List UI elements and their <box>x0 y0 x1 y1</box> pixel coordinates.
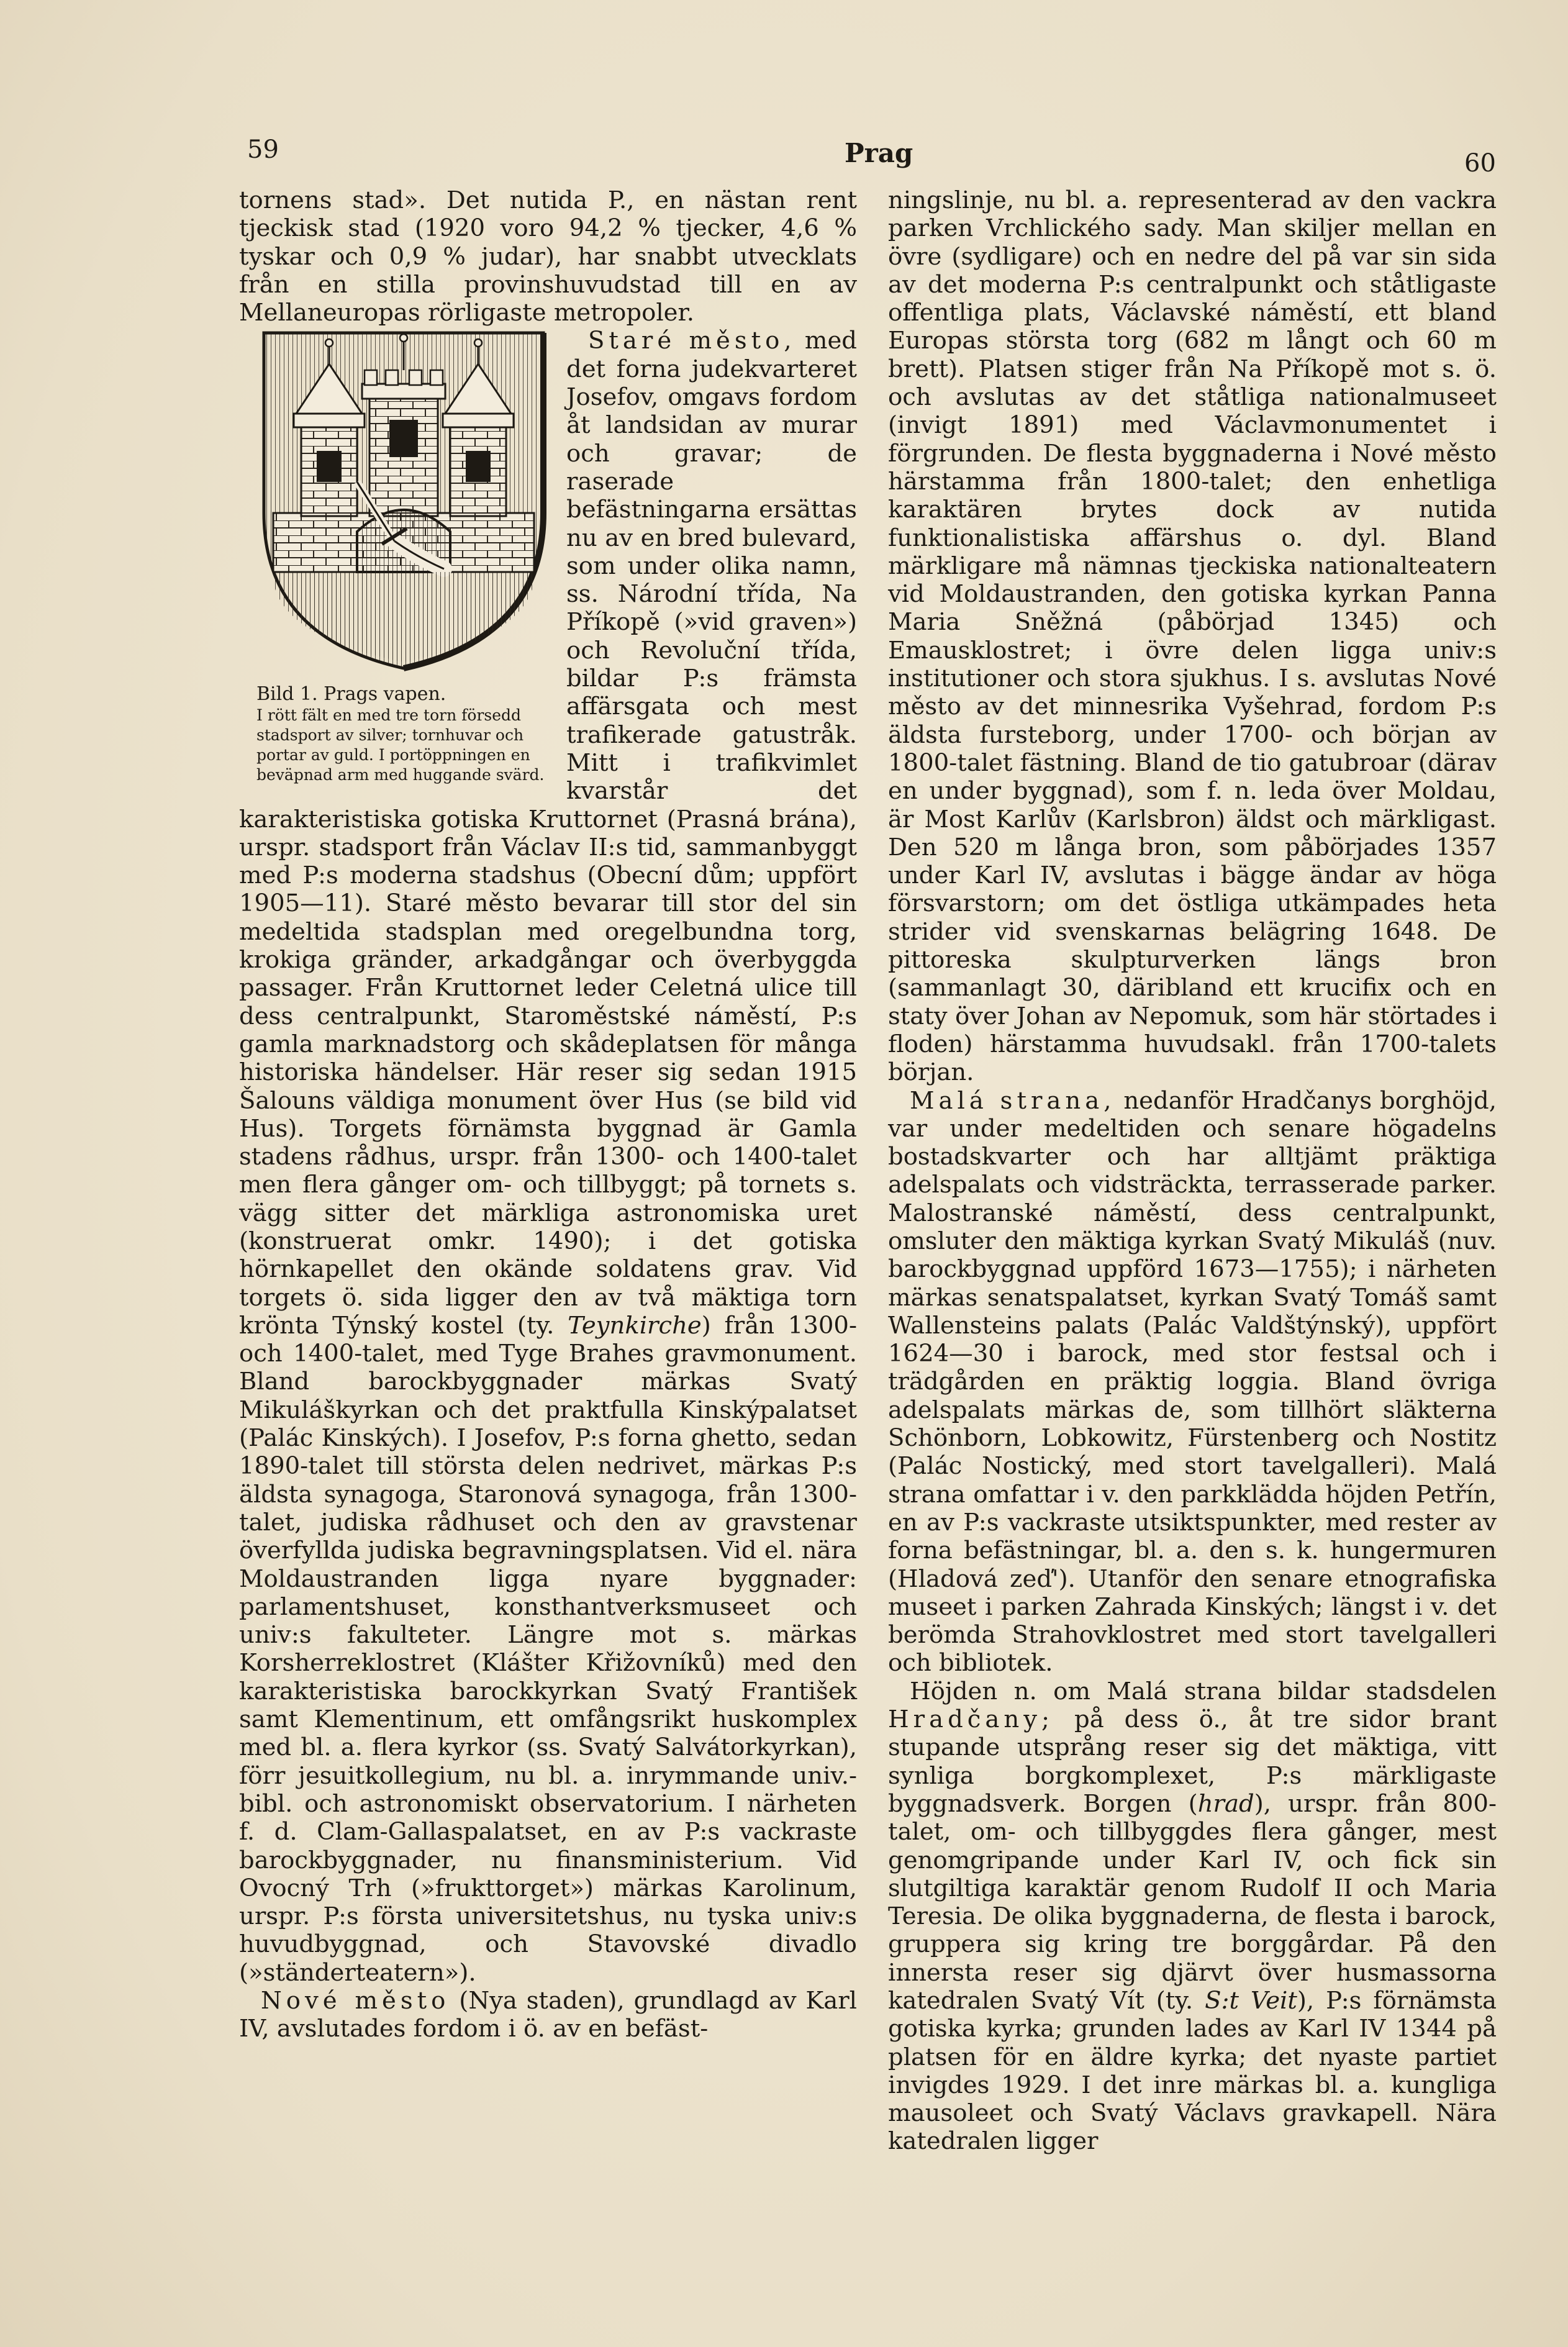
figure-coat-of-arms <box>239 327 553 785</box>
right-page-number: 60 <box>1464 149 1496 178</box>
paragraph-text: med det forna judekvarteret Josefov, omgavs fordom åt landsidan av murar och gravar; de raserade befästningarna ersättas nu av en bred bulevard, som under olika namn, ss. Národní třída, Na Příkopě (»vid graven») och Revoluční třída, bildar P:s främsta affärsgata och mest trafikerade gatustråk. Mitt i trafikvimlet kvarstår det karakteristiska gotiska Kruttornet (Prasná brána), urspr. stadsport från Václav II:s tid, sammanbyggt med P:s moderna stadshus (Obecní dům; uppfört 1905—11). Staré město bevarar till stor del sin medeltida stadsplan med oregelbundna torg, krokiga gränder, arkadgångar och överbyggda passager. Från Kruttornet leder Celetná ulice till dess centralpunkt, Staroměstské náměstí, P:s gamla marknadstorg och skådeplatsen för många historiska händelser. Här reser sig sedan 1915 Šalouns väldiga monument över Hus (se bild vid Hus). Torgets förnämsta byggnad är Gamla stadens rådhus, urspr. från 1300- och 1400-talet men flera gånger om- och tillbyggt; på tornets s. vägg sitter det märkliga astronomiska uret (konstruerat omkr. 1490); i det gotiska hörnkapellet den okände soldatens grav. Vid torgets ö. sida ligger den av två mäktiga torn krönta Týnský kostel (ty. <box>239 327 858 1340</box>
term-nove-mesto: Nové město <box>261 1987 450 2015</box>
term-mala-strana: Malá strana, <box>910 1086 1116 1115</box>
prague-coat-of-arms-icon <box>258 327 550 674</box>
running-title: Prag <box>845 138 913 168</box>
paragraph-text: ), urspr. från 800-talet, om- och tillbyggdes flera gånger, mest genomgripande under Karl IV, och fick sin slutgiltiga karaktär genom Rudolf II och Maria Teresia. De olika byggnaderna, de flesta i barock, gruppera sig kring tre borggårdar. På den innersta reser sig djärvt över husmassorna katedralen Svatý Vít (ty. <box>888 1789 1497 2015</box>
paragraph-text: nedanför Hradčanys borghöjd, var under medeltiden och senare högadelns bostadskvarter och har alltjämt präktiga adelspalats och vidsträckta, terrasserade parker. Malostranské náměstí, dess centralpunkt, omsluter den mäktiga kyrkan Svatý Mikuláš (nuv. barockbyggnad uppförd 1673—1755); i närheten märkas senatspalatset, kyrkan Svatý Tomáš samt Wallensteins palats (Palác Valdštýnský), uppfört 1624—30 i barock, med stor festsal och i trädgården en präktig loggia. Bland övriga adelspalats märkas de, som tillhört släkterna Schönborn, Lobkowitz, Fürstenberg och Nostitz (Palác Nostický, med stort tavelgalleri). Malá strana omfattar i v. den parkklädda höjden Petřín, en av P:s vackraste utsiktspunkter, med rester av forna befästningar, bl. a. den s. k. hungermuren (Hladová zeď'). Utanför den senare etnografiska museet i parken Zahrada Kinských; längst i v. det berömda Strahovklostret med stort tavelgalleri och bibliotek. <box>888 1086 1497 1677</box>
term-hradcany: Hradčany; <box>888 1705 1054 1734</box>
paragraph-text: (Nya staden), grundlagd av Karl IV, avslutades fordom i ö. av en befäst- <box>239 1987 857 2043</box>
paragraph: tornens stad». Det nutida P., en nästan rent tjeckisk stad (1920 voro 94,2 % tjecker, 4,6 % tyskar och 0,9 % judar), har snabbt utvecklats från en stilla provinshuvudstad till en av Mellaneuropas rörligaste metropoler. <box>239 186 857 327</box>
italic-term: S:t Veit <box>1205 1987 1297 2015</box>
paragraph-text: på dess ö., åt tre sidor brant stupande utsprång reser sig det mäktiga, vitt synliga borgkomplexet, P:s märkligaste byggnadsverk. Borgen ( <box>888 1705 1497 1818</box>
right-column <box>888 186 1497 2156</box>
italic-term: hrad <box>1197 1789 1254 1818</box>
paragraph-text: ), P:s förnämsta gotiska kyrka; grunden lades av Karl IV 1344 på platsen för en äldre kyrka; det nyaste partiet invigdes 1929. I det inre märkas bl. a. kungliga mausoleet och Svatý Václavs gravkapell. Nära katedralen ligger <box>888 1987 1497 2156</box>
figure-caption-title: Bild 1. Prags vapen. <box>256 683 446 706</box>
left-column <box>239 186 857 2043</box>
paragraph-text: Höjden n. om Malá strana bildar stadsdelen <box>910 1677 1497 1705</box>
left-page-number: 59 <box>247 135 279 164</box>
term-stare-mesto: Staré město, <box>588 327 796 355</box>
paragraph <box>888 1087 1497 1677</box>
paragraph <box>239 1987 857 2043</box>
paragraph: ningslinje, nu bl. a. representerad av den vackra parken Vrchlického sady. Man skiljer mellan en övre (sydligare) och en nedre del på var sin sida av det moderna P:s centralpunkt och ståtligaste offentliga plats, Václavské náměstí, ett bland Europas största torg (682 m långt och 60 m brett). Platsen stiger från Na Příkopě mot s. ö. och avslutas av det ståtliga nationalmuseet (invigt 1891) med Václavmonumentet i förgrunden. De flesta byggnaderna i Nové město härstamma från 1800-talet; den enhetliga karaktären brytes dock av nutida funktionalistiska affärshus o. dyl. Bland märkligare må nämnas tjeckiska nationalteatern vid Moldaustranden, den gotiska kyrkan Panna Maria Sněžná (påbörjad 1345) och Emausklostret; i övre delen ligga univ:s institutioner och stora sjukhus. I s. avslutas Nové město av det minnesrika Vyšehrad, fordom P:s äldsta fursteborg, under 1700- och början av 1800-talet fästning. Bland de tio gatubroar (därav en under byggnad), som f. n. leda över Moldau, är Most Karlův (Karlsbron) äldst och märkligast. Den 520 m långa bron, som påbörjades 1357 under Karl IV, avslutas i bägge ändar av höga försvarstorn; om det östliga utkämpades heta strider vid svenskarnas belägring 1648. De pittoreska skulpturverken längs bron (sammanlagt 30, däribland ett krucifix och en staty över Johan av Nepomuk, som här störtades i floden) härstamma huvudsakl. från 1700-talets början. <box>888 186 1497 1087</box>
figure-caption-text: I rött fält en med tre torn försedd stadsport av silver; tornhuvar och portar av guld. I portöppningen en beväpnad arm med huggande svärd. <box>256 706 545 784</box>
italic-term: Teynkirche <box>568 1311 702 1340</box>
paragraph-text: ) från 1300- och 1400-talet, med Tyge Brahes gravmonument. Bland barockbyggnader märkas Svatý Mikuláškyrkan och det praktfulla Kinskýpalatset (Palác Kinských). I Josefov, P:s forna ghetto, sedan 1890-talet till största delen nedrivet, märkas P:s äldsta synagoga, Staronová synagoga, från 1300-talet, judiska rådhuset och den av gravstenar överfyllda judiska begravningsplatsen. Vid el. nära Moldaustranden ligga nyare byggnader: parlamentshuset, konsthantverksmuseet och univ:s fakulteter. Längre mot s. märkas Korsherreklostret (Klášter Křižovníků) med den karakteristiska barockkyrkan Svatý František samt Klementinum, ett omfångsrikt huskomplex med bl. a. flera kyrkor (ss. Svatý Salvátorkyrkan), förr jesuitkollegium, nu bl. a. inrymmande univ.-bibl. och astronomiskt observatorium. I närheten f. d. Clam-Gallaspalatset, en av P:s vackraste barockbyggnader, nu finansministerium. Vid Ovocný Trh (»frukttorget») märkas Karolinum, urspr. P:s första universitetshus, nu tyska univ:s huvudbyggnad, och Stavovské divadlo (»ständerteatern»). <box>239 1311 858 1987</box>
paragraph <box>888 1677 1497 2156</box>
